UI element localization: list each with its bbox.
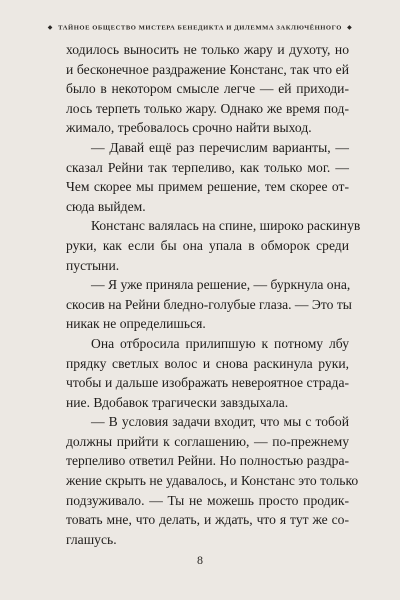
text-line: и бесконечное раздражение Констанс, так что ей — [66, 61, 349, 77]
text-line: лось терпеть только жару. Однако же время под- — [66, 100, 349, 116]
text-line: — Давай ещё раз перечислим варианты, — — [91, 139, 349, 155]
text-line: глашусь. — [66, 531, 117, 547]
text-line: прядку светлых волос и снова раскинула руки, — [66, 355, 349, 371]
body-text — [66, 40, 361, 549]
text-line: подзуживало. — Ты не можешь просто продик- — [66, 492, 349, 508]
text-line: ходилось выносить не только жару и духоту, но — [66, 42, 349, 57]
text-line: — Я уже приняла решение, — буркнула она, — [91, 277, 351, 293]
text-line: было в некотором смысле легче — ей приходи- — [66, 81, 349, 97]
text-line: чтобы и дальше изображать невероятное страда- — [66, 375, 349, 391]
text-line: сюда выйдем. — [66, 198, 146, 214]
text-line: Чем скорее мы примем решение, тем скорее от- — [66, 179, 349, 195]
text-line: Констанс валялась на спине, широко раскинув — [91, 218, 361, 234]
text-line: жение скрыть не удавалось, и Констанс это только — [66, 473, 359, 489]
text-line: ние. Вдобавок трагически завздыхала. — [66, 394, 289, 410]
text-line: терпеливо ответил Рейни. Но полностью раздра- — [66, 453, 349, 469]
diamond-ornament-icon: ◆ — [47, 25, 53, 31]
text-line: товать мне, что делать, и ждать, что я тут же со- — [66, 512, 349, 528]
text-line: сказал Рейни так терпеливо, как только мог. — — [66, 159, 349, 175]
text-line: никак не определишься. — [66, 316, 206, 332]
text-line: — В условия задачи входит, что мы с тобой — [91, 414, 349, 430]
running-header-title: ТАЙНОЕ ОБЩЕСТВО МИСТЕРА БЕНЕДИКТА И ДИЛЕММА ЗАКЛЮЧЁННОГО — [58, 24, 342, 32]
running-header — [0, 24, 400, 32]
text-line: скосив на Рейни бледно-голубые глаза. — Это ты — [66, 296, 352, 312]
text-line: Она отбросила прилипшую к потному лбу — [91, 335, 349, 351]
text-line: руки, как если бы она упала в обморок среди — [66, 237, 349, 253]
text-line: должны прийти к соглашению, — по-прежнему — [66, 433, 349, 449]
page-number: 8 — [197, 553, 203, 567]
text-line: пустыни. — [66, 257, 120, 273]
diamond-ornament-icon: ◆ — [347, 25, 353, 31]
text-line: жимало, требовалось срочно найти выход. — [66, 120, 312, 136]
